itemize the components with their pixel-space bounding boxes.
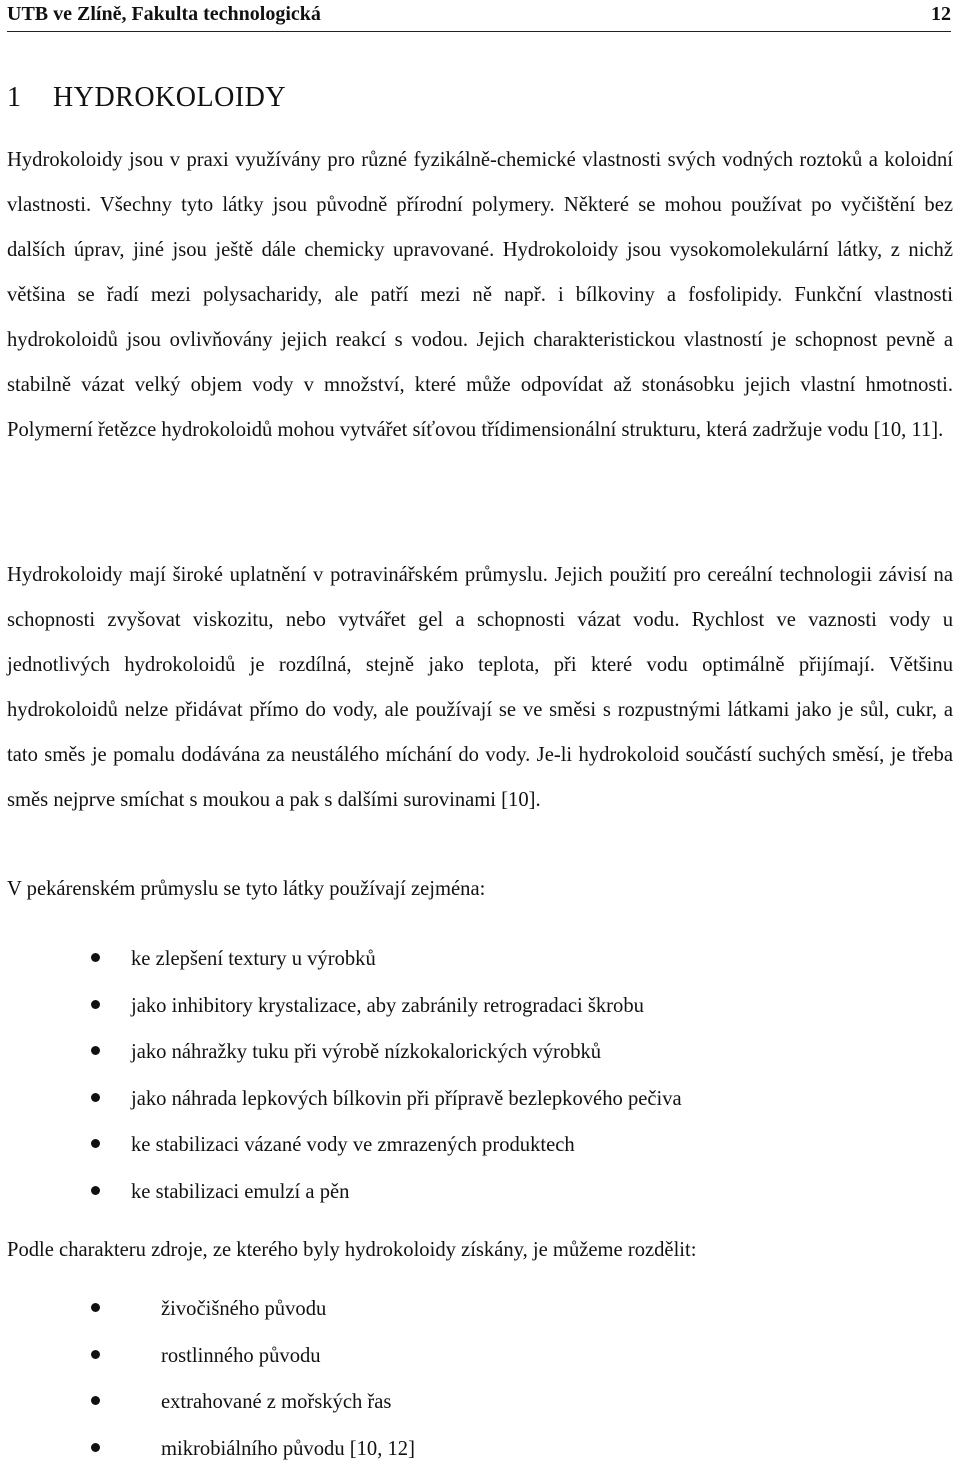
- list-item-text: rostlinného původu: [161, 1344, 321, 1367]
- bullet-icon: [91, 953, 100, 962]
- list-item-text: ke stabilizaci emulzí a pěn: [131, 1180, 350, 1203]
- paragraph-sources-intro: Podle charakteru zdroje, ze kterého byly hydrokoloidy získány, je můžeme rozdělit:: [7, 1239, 697, 1261]
- list-item-text: mikrobiálního původu [10, 12]: [161, 1437, 415, 1460]
- bullet-icon: [91, 1396, 100, 1405]
- list-item-text: živočišného původu: [161, 1298, 327, 1320]
- bullet-icon: [91, 1139, 100, 1148]
- bullet-icon: [91, 1046, 100, 1055]
- bullet-icon: [91, 1303, 100, 1312]
- list-item-text: extrahované z mořských řas: [161, 1391, 392, 1413]
- header-institution: UTB ve Zlíně, Fakulta technologická: [7, 3, 321, 25]
- page-header: [7, 0, 951, 32]
- bullet-icon: [91, 1000, 100, 1009]
- header-page-number: 12: [931, 3, 951, 25]
- list-item-text: ke zlepšení textury u výrobků: [131, 948, 376, 970]
- bullet-icon: [91, 1093, 100, 1102]
- bullet-icon: [91, 1350, 100, 1359]
- bullet-icon: [91, 1443, 100, 1452]
- paragraph-food-industry: Hydrokoloidy mají široké uplatnění v potravinářském průmyslu. Jejich použití pro cereální technologii závisí na schopnosti zvyšovat viskozitu, nebo vytvářet gel a schopnosti vázat vodu. Rychlost ve vaznosti vody u jednotlivých hydrokoloidů je rozdílná, stejně jako teplota, při které vodu optimálně přijímají. Většinu hydrokoloidů nelze přidávat přímo do vody, ale používají se ve směsi s rozpustnými látkami jako je sůl, cukr, a tato směs je pomalu dodávána za neustálého míchání do vody. Je-li hydrokoloid součástí suchých směsí, je třeba směs nejprve smíchat s moukou a pak s dalšími surovinami [10].: [7, 564, 953, 811]
- list-item-text: jako náhrada lepkových bílkovin při přípravě bezlepkového pečiva: [131, 1087, 682, 1110]
- list-item-text: jako inhibitory krystalizace, aby zabránily retrogradaci škrobu: [131, 994, 644, 1017]
- chapter-title-text: HYDROKOLOIDY: [53, 82, 287, 113]
- paragraph-intro: Hydrokoloidy jsou v praxi využívány pro různé fyzikálně-chemické vlastnosti svých vodných roztoků a koloidní vlastnosti. Všechny tyto látky jsou původně přírodní polymery. Některé se mohou používat po vyčištění bez dalších úprav, jiné jsou ještě dále chemicky upravované. Hydrokoloidy jsou vysokomolekulární látky, z nichž většina se řadí mezi polysacharidy, ale patří mezi ně např. i bílkoviny a fosfolipidy. Funkční vlastnosti hydrokoloidů jsou ovlivňovány jejich reakcí s vodou. Jejich charakteristickou vlastností je schopnost pevně a stabilně vázat velký objem vody v množství, které může odpovídat až stonásobku jejich vlastní hmotnosti. Polymerní řetězce hydrokoloidů mohou vytvářet síťovou třídimensionální strukturu, která zadržuje vodu [10, 11].: [7, 149, 953, 441]
- paragraph-bakery-intro: V pekárenském průmyslu se tyto látky používají zejména:: [7, 878, 486, 900]
- list-item-text: jako náhražky tuku při výrobě nízkokalorických výrobků: [131, 1041, 602, 1063]
- chapter-number: 1: [7, 82, 22, 113]
- list-item-text: ke stabilizaci vázané vody ve zmrazených produktech: [131, 1134, 575, 1156]
- chapter-title: [7, 80, 286, 116]
- bullet-icon: [91, 1186, 100, 1195]
